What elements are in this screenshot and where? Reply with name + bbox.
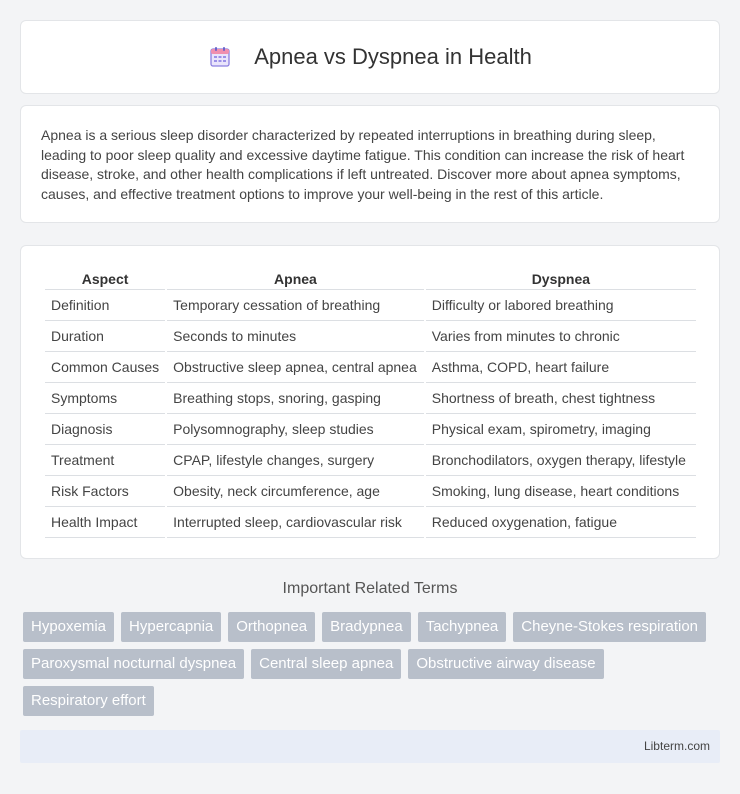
cell-apnea: Breathing stops, snoring, gasping: [167, 383, 424, 414]
table-row: [45, 445, 696, 476]
table-row: [45, 352, 696, 383]
cell-apnea: Obesity, neck circumference, age: [167, 476, 424, 507]
table-row: [45, 414, 696, 445]
related-terms-list: [23, 612, 723, 716]
related-term-tag[interactable]: Bradypnea: [322, 612, 411, 642]
cell-aspect: Risk Factors: [45, 476, 165, 507]
cell-dyspnea: Smoking, lung disease, heart conditions: [426, 476, 696, 507]
table-header-row: [45, 266, 696, 290]
cell-apnea: Interrupted sleep, cardiovascular risk: [167, 507, 424, 538]
cell-apnea: CPAP, lifestyle changes, surgery: [167, 445, 424, 476]
cell-aspect: Duration: [45, 321, 165, 352]
related-term-tag[interactable]: Cheyne-Stokes respiration: [513, 612, 706, 642]
page-title: Apnea vs Dyspnea in Health: [254, 44, 532, 69]
cell-aspect: Health Impact: [45, 507, 165, 538]
cell-dyspnea: Physical exam, spirometry, imaging: [426, 414, 696, 445]
related-term-tag[interactable]: Orthopnea: [228, 612, 315, 642]
intro-paragraph: Apnea is a serious sleep disorder characterized by repeated interruptions in breathing during sleep, leading to poor sleep quality and excessive daytime fatigue. This condition can increase the risk of heart disease, stroke, and other health complications if left untreated. Discover more about apnea symptoms, causes, and effective treatment options to improve your well-being in the rest of this article.: [41, 127, 685, 202]
related-term-tag[interactable]: Paroxysmal nocturnal dyspnea: [23, 649, 244, 679]
header-apnea: Apnea: [167, 266, 424, 290]
cell-aspect: Symptoms: [45, 383, 165, 414]
cell-dyspnea: Shortness of breath, chest tightness: [426, 383, 696, 414]
cell-aspect: Diagnosis: [45, 414, 165, 445]
footer-site-link[interactable]: Libterm.com: [643, 739, 710, 753]
related-term-tag[interactable]: Central sleep apnea: [251, 649, 401, 679]
table-row: [45, 321, 696, 352]
cell-aspect: Definition: [45, 290, 165, 321]
related-terms-heading: Important Related Terms: [282, 580, 458, 597]
comparison-table-card: [20, 245, 720, 559]
related-term-tag[interactable]: Tachypnea: [418, 612, 507, 642]
header-aspect: Aspect: [45, 266, 165, 290]
table-body: [45, 290, 696, 538]
table-row: [45, 383, 696, 414]
cell-apnea: Temporary cessation of breathing: [167, 290, 424, 321]
header-dyspnea: Dyspnea: [426, 266, 696, 290]
calendar-icon: [208, 45, 232, 69]
comparison-table: [43, 266, 698, 538]
title-wrap: [21, 21, 719, 93]
cell-dyspnea: Reduced oxygenation, fatigue: [426, 507, 696, 538]
table-row: [45, 507, 696, 538]
cell-dyspnea: Asthma, COPD, heart failure: [426, 352, 696, 383]
table-row: [45, 290, 696, 321]
related-term-tag[interactable]: Respiratory effort: [23, 686, 154, 716]
related-term-tag[interactable]: Obstructive airway disease: [408, 649, 603, 679]
related-term-tag[interactable]: Hypoxemia: [23, 612, 114, 642]
title-card: [20, 20, 720, 94]
cell-aspect: Treatment: [45, 445, 165, 476]
cell-aspect: Common Causes: [45, 352, 165, 383]
footer: [20, 730, 720, 763]
cell-apnea: Polysomnography, sleep studies: [167, 414, 424, 445]
cell-apnea: Seconds to minutes: [167, 321, 424, 352]
cell-dyspnea: Varies from minutes to chronic: [426, 321, 696, 352]
cell-dyspnea: Bronchodilators, oxygen therapy, lifestyle: [426, 445, 696, 476]
table-row: [45, 476, 696, 507]
related-term-tag[interactable]: Hypercapnia: [121, 612, 221, 642]
cell-dyspnea: Difficulty or labored breathing: [426, 290, 696, 321]
cell-apnea: Obstructive sleep apnea, central apnea: [167, 352, 424, 383]
intro-card: [20, 105, 720, 223]
